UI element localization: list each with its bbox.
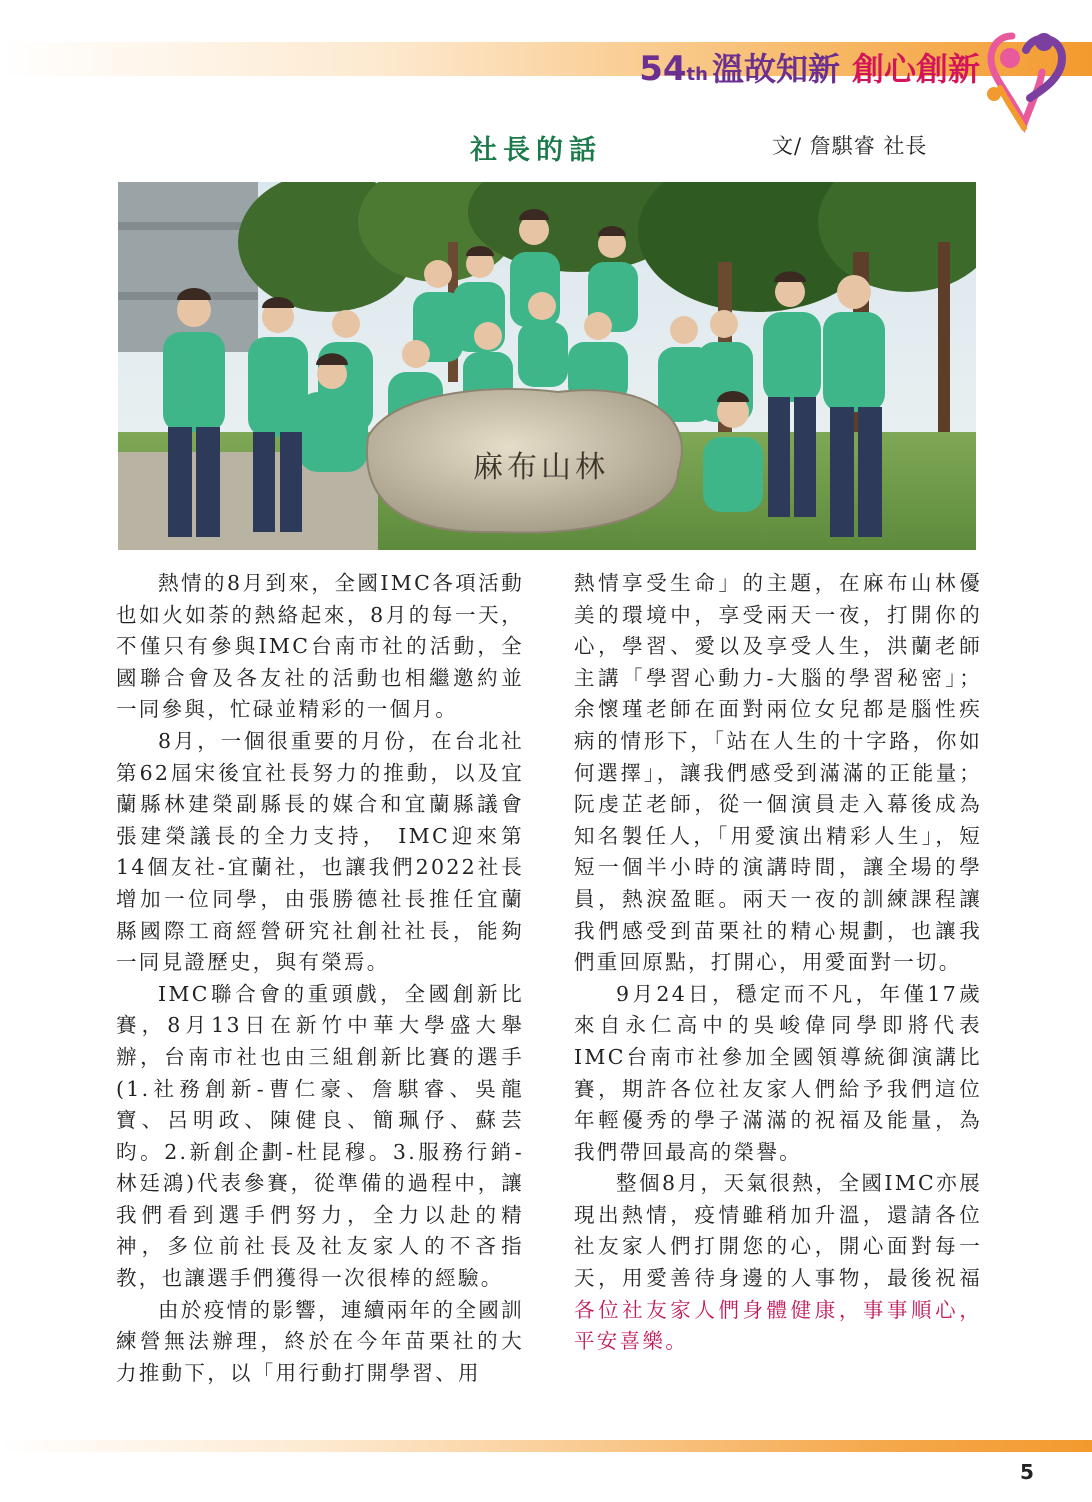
footer-color-band — [0, 1440, 1092, 1452]
header-number: 54 — [639, 49, 687, 89]
blessing-highlight: 各位社友家人們身體健康，事事順心，平安喜樂。 — [574, 1297, 982, 1354]
paragraph: 9月24日，穩定而不凡，年僅17歲來自永仁高中的吳峻偉同學即將代表IMC台南市社參加全國領導統御演講比賽，期許各位社友家人們給予我們這位年輕優秀的學子滿滿的祝福及能量，為我們帶回最高的榮譽。 — [574, 981, 982, 1164]
paragraph: IMC聯合會的重頭戲，全國創新比賽，8月13日在新竹中華大學盛大舉辦，台南市社也由三組創新比賽的選手(1.社務創新-曹仁豪、詹騏睿、吳龍寶、呂明政、陳健良、簡珮伃、蘇芸昀。2.新創企劃-杜昆穆。3.服務行銷-林廷鴻)代表參賽，從準備的過程中，讓我們看到選手們努力，全力以赴的精神，多位前社長及社友家人的不吝指教，也讓選手們獲得一次很棒的經驗。 — [116, 981, 524, 1291]
right-column — [574, 568, 982, 1358]
people-heart-logo-icon — [982, 28, 1068, 136]
header-title-part1: 溫故知新 — [711, 50, 840, 88]
group-photo — [118, 182, 976, 550]
article-byline: 文/ 詹騏睿 社長 — [772, 134, 928, 158]
paragraph: 由於疫情的影響，連續兩年的全國訓練營無法辦理，終於在今年苗栗社的大力推動下，以「用行動打開學習、用 — [116, 1297, 524, 1385]
header-number-suffix: th — [686, 64, 708, 85]
stone-inscription: 麻布山林 — [473, 450, 609, 485]
paragraph-continuation: 熱情享受生命」的主題，在麻布山林優美的環境中，享受兩天一夜，打開你的心，學習、愛以及享受人生，洪蘭老師主講「學習心動力-大腦的學習秘密」；余懷瑾老師在面對兩位女兒都是腦性疾病的情形下，「站在人生的十字路，你如何選擇」，讓我們感受到滿滿的正能量；阮虔芷老師，從一個演員走入幕後成為知名製任人，「用愛演出精彩人生」，短短一個半小時的演講時間，讓全場的學員，熱淚盈眶。兩天一夜的訓練課程讓我們感受到苗栗社的精心規劃，也讓我們重回原點，打開心，用愛面對一切。 — [574, 571, 982, 975]
paragraph-text: 整個8月，天氣很熱，全國IMC亦展現出熱情，疫情雖稍加升溫，還請各位社友家人們打開您的心，開心面對每一天，用愛善待身邊的人事物，最後祝福 — [574, 1171, 982, 1291]
paragraph: 熱情的8月到來，全國IMC各項活動也如火如荼的熱絡起來，8月的每一天，不僅只有參與IMC台南市社的活動，全國聯合會及各友社的活動也相繼邀約並一同參與，忙碌並精彩的一個月。 — [116, 571, 524, 722]
paragraph: 8月，一個很重要的月份，在台北社第62屆宋後宜社長努力的推動，以及宜蘭縣林建榮副縣長的媒合和宜蘭縣議會張建榮議長的全力支持， IMC迎來第14個友社-宜蘭社，也讓我們2022社長增加一位同學，由張勝德社長推任宜蘭縣國際工商經營研究社創社社長，能夠一同見證歷史，與有榮焉。 — [116, 728, 524, 975]
page-number: 5 — [1020, 1460, 1034, 1484]
left-column — [116, 568, 524, 1389]
article-title: 社長的話 — [470, 135, 602, 166]
paragraph — [574, 1168, 982, 1358]
header-title-part2: 創心創新 — [851, 50, 980, 88]
magazine-header-title — [639, 44, 980, 89]
